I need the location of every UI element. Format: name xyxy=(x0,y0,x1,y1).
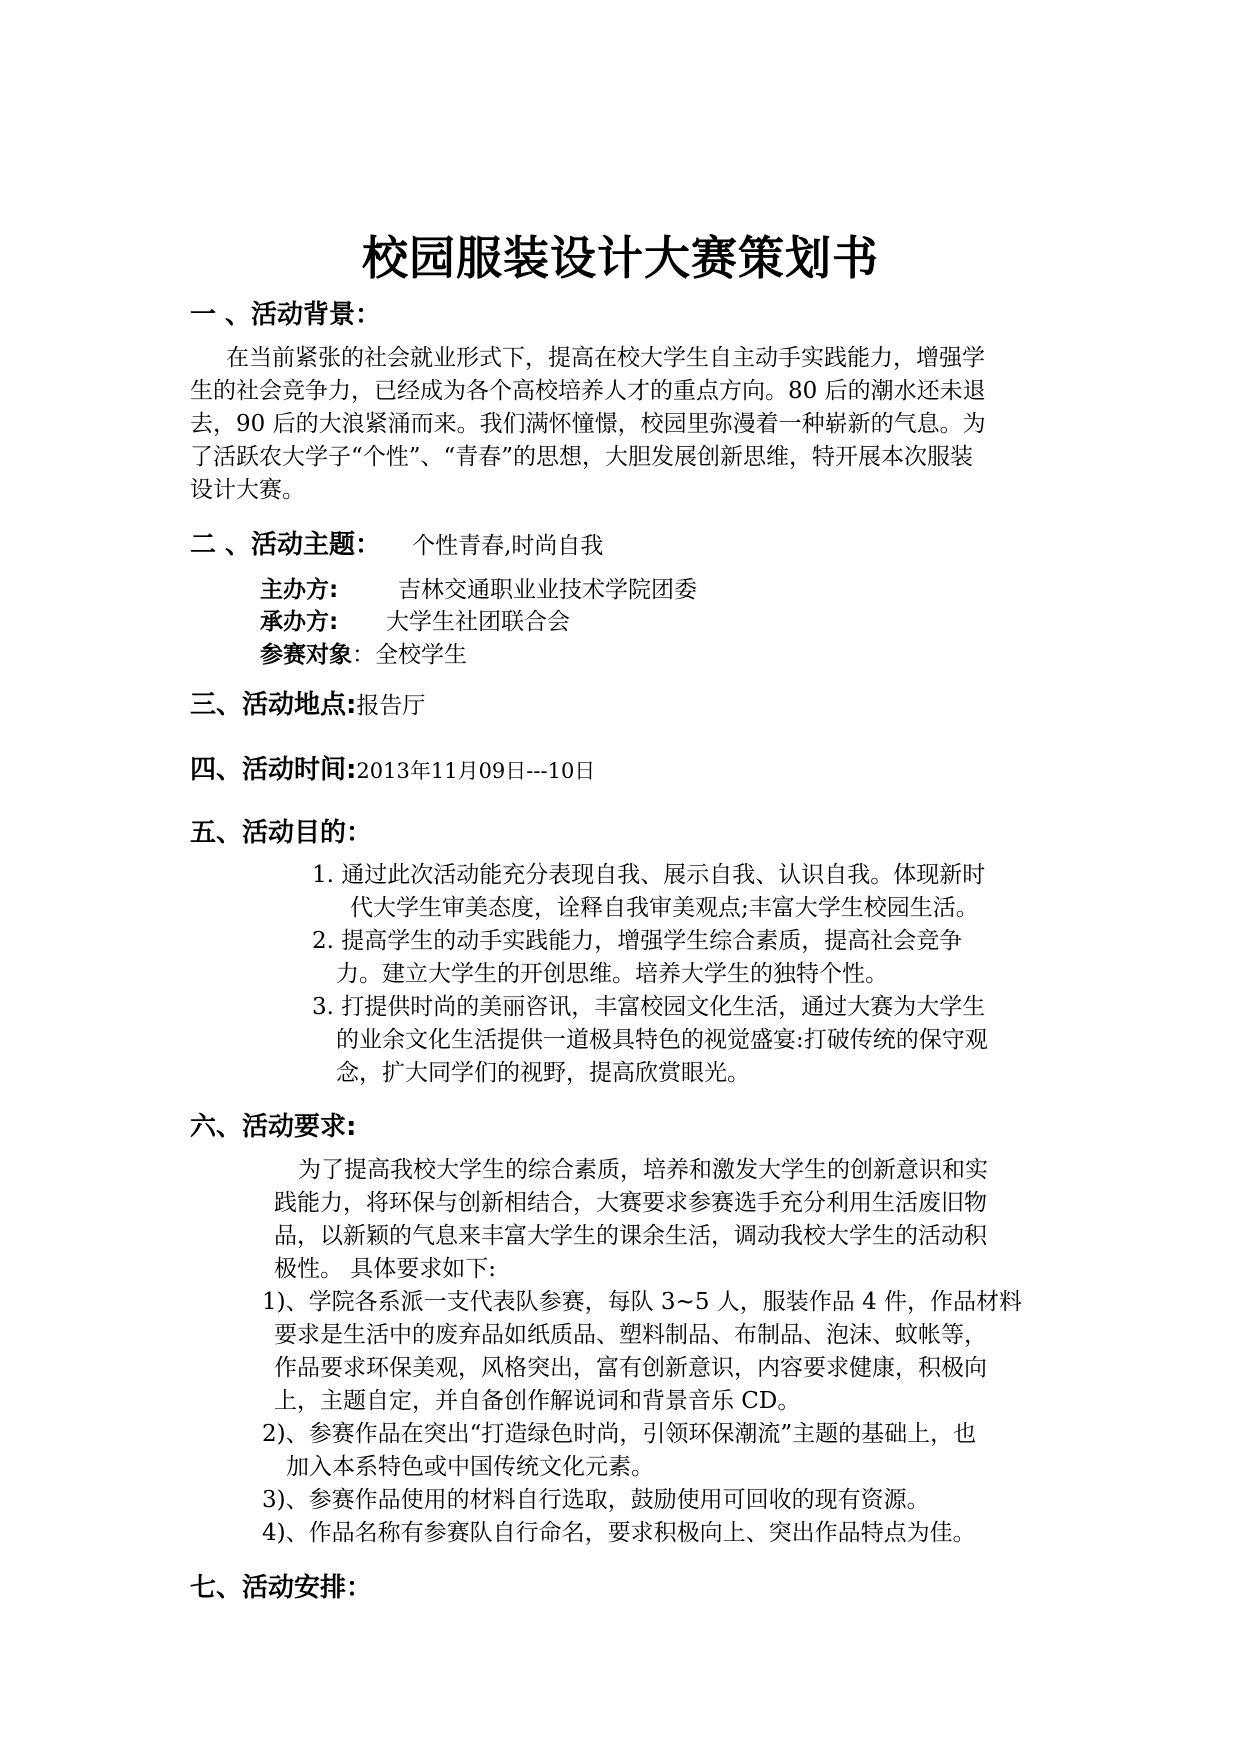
participants-label: 参赛对象 xyxy=(260,642,352,668)
requirements-intro-line: 品，以新颖的气息来丰富大学生的课余生活，调动我校大学生的活动积 xyxy=(274,1223,987,1249)
goal-item-line: 1. 通过此次活动能充分表现自我、展示自我、认识自我。体现新时 xyxy=(312,862,986,888)
section-1-line: 了活跃农大学子“个性”、“青春”的思想，大胆发展创新思维，特开展本次服装 xyxy=(190,444,974,470)
section-4-heading-text: 四、活动时间: xyxy=(190,755,357,785)
section-3-heading xyxy=(190,684,425,721)
section-6-heading: 六、活动要求: xyxy=(190,1112,357,1142)
section-2-heading-text: 二 、活动主题： xyxy=(190,530,382,560)
goal-item-line: 的业余文化生活提供一道极具特色的视觉盛宴:打破传统的保守观 xyxy=(336,1027,988,1053)
goal-item-line: 代大学生审美态度，诠释自我审美观点;丰富大学生校园生活。 xyxy=(350,895,979,921)
organizer-row xyxy=(260,571,697,604)
section-1-line: 设计大赛。 xyxy=(190,477,305,503)
section-4-time: 2013年11月09日---10日 xyxy=(356,759,596,783)
section-5-heading: 五、活动目的： xyxy=(190,818,373,848)
requirement-item-line: 加入本系特色或中国传统文化元素。 xyxy=(286,1454,654,1480)
section-7-heading: 七、活动安排： xyxy=(190,1573,373,1603)
requirements-intro-line: 为了提高我校大学生的综合素质，培养和激发大学生的创新意识和实 xyxy=(298,1157,988,1183)
section-4-heading xyxy=(190,749,595,786)
section-1-line: 在当前紧张的社会就业形式下，提高在校大学生自主动手实践能力，增强学 xyxy=(226,345,985,371)
section-1-line: 去，90 后的大浪紧涌而来。我们满怀憧憬，校园里弥漫着一种崭新的气息。为 xyxy=(190,411,986,437)
section-3-location: 报告厅 xyxy=(356,693,426,719)
requirement-item-line: 2)、参赛作品在突出“打造绿色时尚，引领环保潮流”主题的基础上，也 xyxy=(262,1421,977,1447)
requirement-item-line: 3)、参赛作品使用的材料自行选取，鼓励使用可回收的现有资源。 xyxy=(262,1487,930,1513)
requirement-item-line: 4)、作品名称有参赛队自行命名，要求积极向上、突出作品特点为佳。 xyxy=(262,1520,976,1546)
co-organizer-label: 承办方: xyxy=(260,609,339,635)
requirement-item-line: 上，主题自定，并自备创作解说词和背景音乐 CD。 xyxy=(274,1388,801,1414)
goal-item-line: 念，扩大同学们的视野，提高欣赏眼光。 xyxy=(336,1060,750,1086)
section-2-heading xyxy=(190,524,603,561)
requirement-item-line: 要求是生活中的废弃品如纸质品、塑料制品、布制品、泡沫、蚊帐等， xyxy=(274,1322,987,1348)
requirements-intro-line: 践能力，将环保与创新相结合，大赛要求参赛选手充分利用生活废旧物 xyxy=(274,1190,987,1216)
section-3-heading-text: 三、活动地点: xyxy=(190,690,357,720)
goal-item-line: 力。建立大学生的开创思维。培养大学生的独特个性。 xyxy=(336,961,888,987)
participants-value: ：全校学生 xyxy=(352,642,467,668)
goal-item-line: 3. 打提供时尚的美丽咨讯，丰富校园文化生活，通过大赛为大学生 xyxy=(312,994,986,1020)
section-1-heading: 一 、活动背景： xyxy=(190,300,382,330)
requirement-item-line: 作品要求环保美观，风格突出，富有创新意识，内容要求健康，积极向 xyxy=(274,1355,987,1381)
co-organizer-row xyxy=(260,603,570,636)
participants-row xyxy=(260,636,467,669)
goal-item-line: 2. 提高学生的动手实践能力，增强学生综合素质，提高社会竞争 xyxy=(312,928,963,954)
requirement-item-line: 1)、学院各系派一支代表队参赛，每队 3~5 人，服装作品 4 件，作品材料 xyxy=(262,1289,1023,1315)
section-2-theme: 个性青春,时尚自我 xyxy=(412,533,604,559)
section-1-line: 生的社会竞争力，已经成为各个高校培养人才的重点方向。80 后的潮水还未退 xyxy=(190,378,986,404)
document-title: 校园服装设计大赛策划书 xyxy=(362,231,879,285)
co-organizer-value: 大学生社团联合会 xyxy=(386,609,570,635)
organizer-label: 主办方: xyxy=(260,577,339,603)
organizer-value: 吉林交通职业业技术学院团委 xyxy=(398,577,697,603)
requirements-intro-line: 极性。 具体要求如下: xyxy=(274,1256,497,1282)
